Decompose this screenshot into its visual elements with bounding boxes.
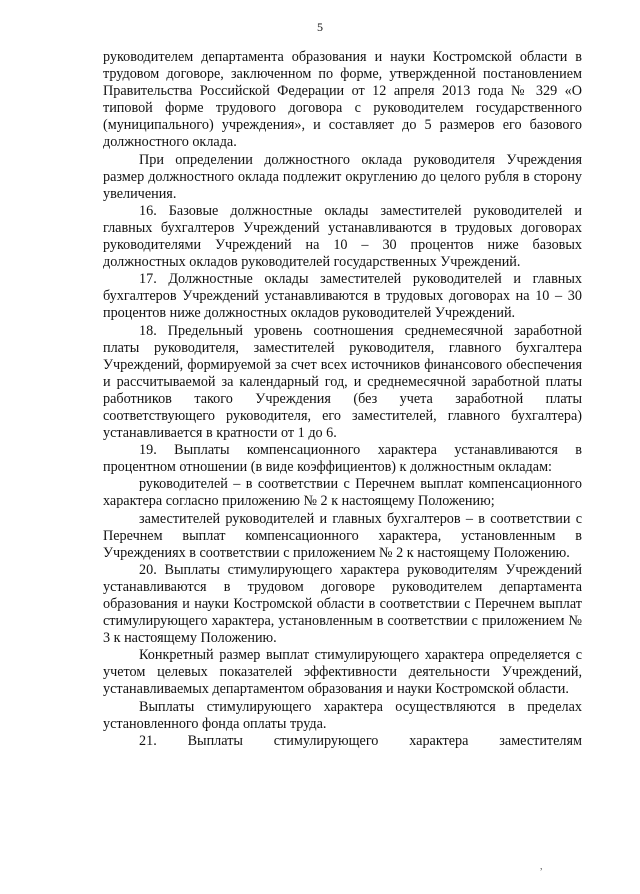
paragraph-item-16: 16. Базовые должностные оклады заместителей руководителей и главных бухгалтеров Учреждений устанавливаются в трудовых договорах руководителями Учреждений на 10 – 30 процентов ниже базовых должностных окладов руководителей государственных Учреждений.: [103, 202, 582, 271]
page-number: 5: [317, 20, 323, 34]
paragraph-item-19-managers: руководителей – в соответствии с Перечнем выплат компенсационного характера согласно приложению № 2 к настоящему Положению;: [103, 476, 582, 510]
paragraph-item-19: 19. Выплаты компенсационного характера устанавливаются в процентном отношении (в виде коэффициентов) к должностным окладам:: [103, 442, 582, 476]
paragraph-item-21: 21. Выплаты стимулирующего характера заместителям: [139, 732, 582, 749]
paragraph-item-19-deputies: заместителей руководителей и главных бухгалтеров – в соответствии с Перечнем выплат компенсационного характера, установленным в Учреждениях в соответствии с приложением № 2 к настоящему Положению.: [103, 510, 582, 561]
paragraph-item-17: 17. Должностные оклады заместителей руководителей и главных бухгалтеров Учреждений устанавливаются в трудовых договорах на 10 – 30 процентов ниже должностных окладов руководителей Учреждений.: [103, 271, 582, 322]
paragraph-incentive-size: Конкретный размер выплат стимулирующего характера определяется с учетом целевых показателей эффективности деятельности Учреждений, устанавливаемых департаментом образования и науки Костромской области.: [103, 647, 582, 698]
paragraph-item-20: 20. Выплаты стимулирующего характера руководителям Учреждений устанавливаются в трудовом договоре руководителем департамента образования и науки Костромской области в соответствии с Перечнем выплат стимулирующего характера, установленным в соответствии с приложением № 3 к настоящему Положению.: [103, 561, 582, 647]
paragraph-continued: руководителем департамента образования и науки Костромской области в трудовом договоре, заключенном по форме, утвержденной постановлением Правительства Российской Федерации от 12 апреля 2013 года № 329 «О типовой форме трудового договора с руководителем государственного (муниципального) учреждения», и составляет до 5 размеров его базового должностного оклада.: [103, 49, 582, 151]
scan-mark: ,: [540, 861, 543, 872]
document-body: [103, 49, 582, 750]
paragraph-incentive-fund: Выплаты стимулирующего характера осуществляются в пределах установленного фонда оплаты труда.: [103, 698, 582, 732]
paragraph-item-18: 18. Предельный уровень соотношения среднемесячной заработной платы руководителя, заместителей руководителя, главного бухгалтера Учреждений, формируемой за счет всех источников финансового обеспечения и рассчитываемой за календарный год, и среднемесячной заработной платы работников такого Учреждения (без учета заработной платы соответствующего руководителя, его заместителей, главного бухгалтера) устанавливается в кратности от 1 до 6.: [103, 322, 582, 442]
paragraph-salary-rounding: При определении должностного оклада руководителя Учреждения размер должностного оклада подлежит округлению до целого рубля в сторону увеличения.: [103, 151, 582, 202]
